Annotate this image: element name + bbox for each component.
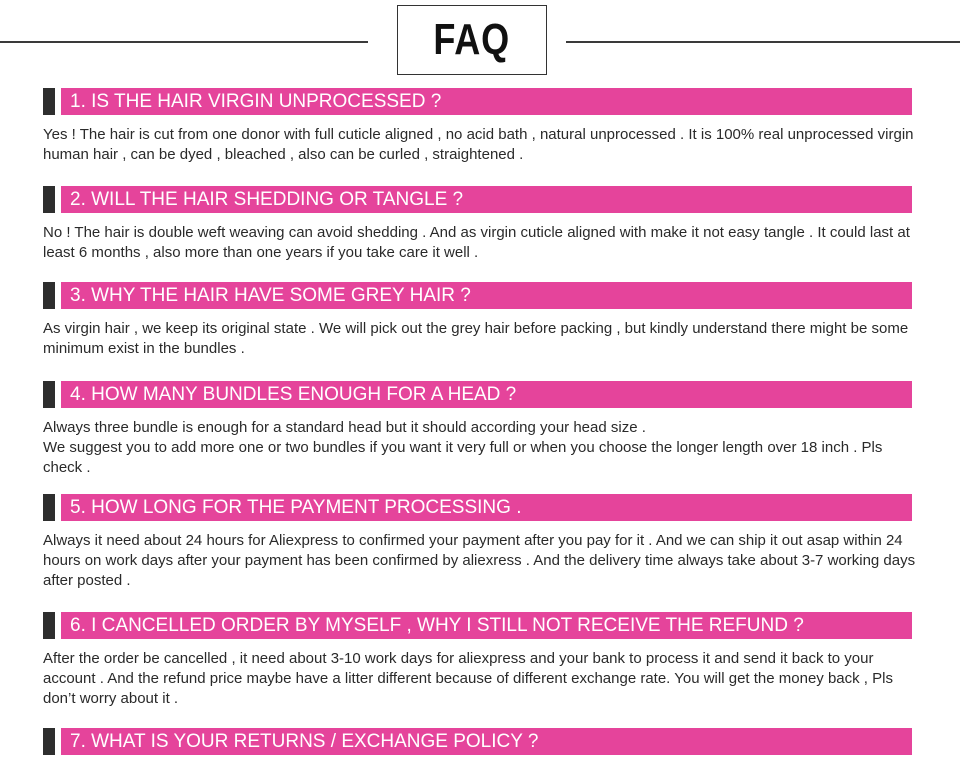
question-text: 3. WHY THE HAIR HAVE SOME GREY HAIR ? xyxy=(61,282,912,309)
answer-paragraph: Yes ! The hair is cut from one donor with full cuticle aligned , no acid bath , natural unprocessed . It is 100% real unprocessed virgin human hair , can be dyed , bleached , also can be curled , straightened . xyxy=(43,126,914,163)
faq-answer-2 xyxy=(43,223,923,263)
header-rule-right xyxy=(566,41,960,43)
answer-paragraph: No ! The hair is double weft weaving can avoid shedding . And as virgin cuticle aligned with make it not easy tangle . It could last at least 6 months , also more than one years if you take care it well . xyxy=(43,224,910,261)
question-text: 7. WHAT IS YOUR RETURNS / EXCHANGE POLICY ? xyxy=(61,728,912,755)
question-marker xyxy=(43,494,55,521)
question-marker xyxy=(43,186,55,213)
faq-question-3 xyxy=(43,282,912,309)
faq-answer-1 xyxy=(43,125,923,165)
question-marker xyxy=(43,612,55,639)
question-marker xyxy=(43,282,55,309)
question-text: 4. HOW MANY BUNDLES ENOUGH FOR A HEAD ? xyxy=(61,381,912,408)
question-text: 5. HOW LONG FOR THE PAYMENT PROCESSING . xyxy=(61,494,912,521)
faq-answer-4 xyxy=(43,418,923,478)
answer-paragraph: Always it need about 24 hours for Aliexpress to confirmed your payment after you pay for it . And we can ship it out asap within 24 hours on work days after your payment has been confirmed by aliexress . And the delivery time always take about 3-7 working days after posted . xyxy=(43,532,916,589)
answer-paragraph: Always three bundle is enough for a standard head but it should according your head size . xyxy=(43,419,646,436)
question-marker xyxy=(43,728,55,755)
faq-question-4 xyxy=(43,381,912,408)
faq-answer-5 xyxy=(43,531,923,591)
question-marker xyxy=(43,88,55,115)
answer-paragraph: After the order be cancelled , it need about 3-10 work days for aliexpress and your bank to process it and send it back to your account . And the refund price maybe have a litter different because of different exchange rate. You will get the money back , Pls don’t worry about it . xyxy=(43,650,893,707)
faq-answer-6 xyxy=(43,649,923,709)
page-title: FAQ xyxy=(433,15,511,64)
header-rule-left xyxy=(0,41,368,43)
question-text: 6. I CANCELLED ORDER BY MYSELF , WHY I STILL NOT RECEIVE THE REFUND ? xyxy=(61,612,912,639)
faq-title-box xyxy=(397,5,547,75)
question-marker xyxy=(43,381,55,408)
question-text: 2. WILL THE HAIR SHEDDING OR TANGLE ? xyxy=(61,186,912,213)
faq-question-5 xyxy=(43,494,912,521)
faq-answer-3 xyxy=(43,319,923,359)
faq-question-7 xyxy=(43,728,912,755)
answer-paragraph: We suggest you to add more one or two bundles if you want it very full or when you choose the longer length over 18 inch . Pls check . xyxy=(43,439,883,476)
faq-question-6 xyxy=(43,612,912,639)
faq-question-2 xyxy=(43,186,912,213)
faq-question-1 xyxy=(43,88,912,115)
question-text: 1. IS THE HAIR VIRGIN UNPROCESSED ? xyxy=(61,88,912,115)
answer-paragraph: As virgin hair , we keep its original state . We will pick out the grey hair before packing , but kindly understand there might be some minimum exist in the bundles . xyxy=(43,320,909,357)
